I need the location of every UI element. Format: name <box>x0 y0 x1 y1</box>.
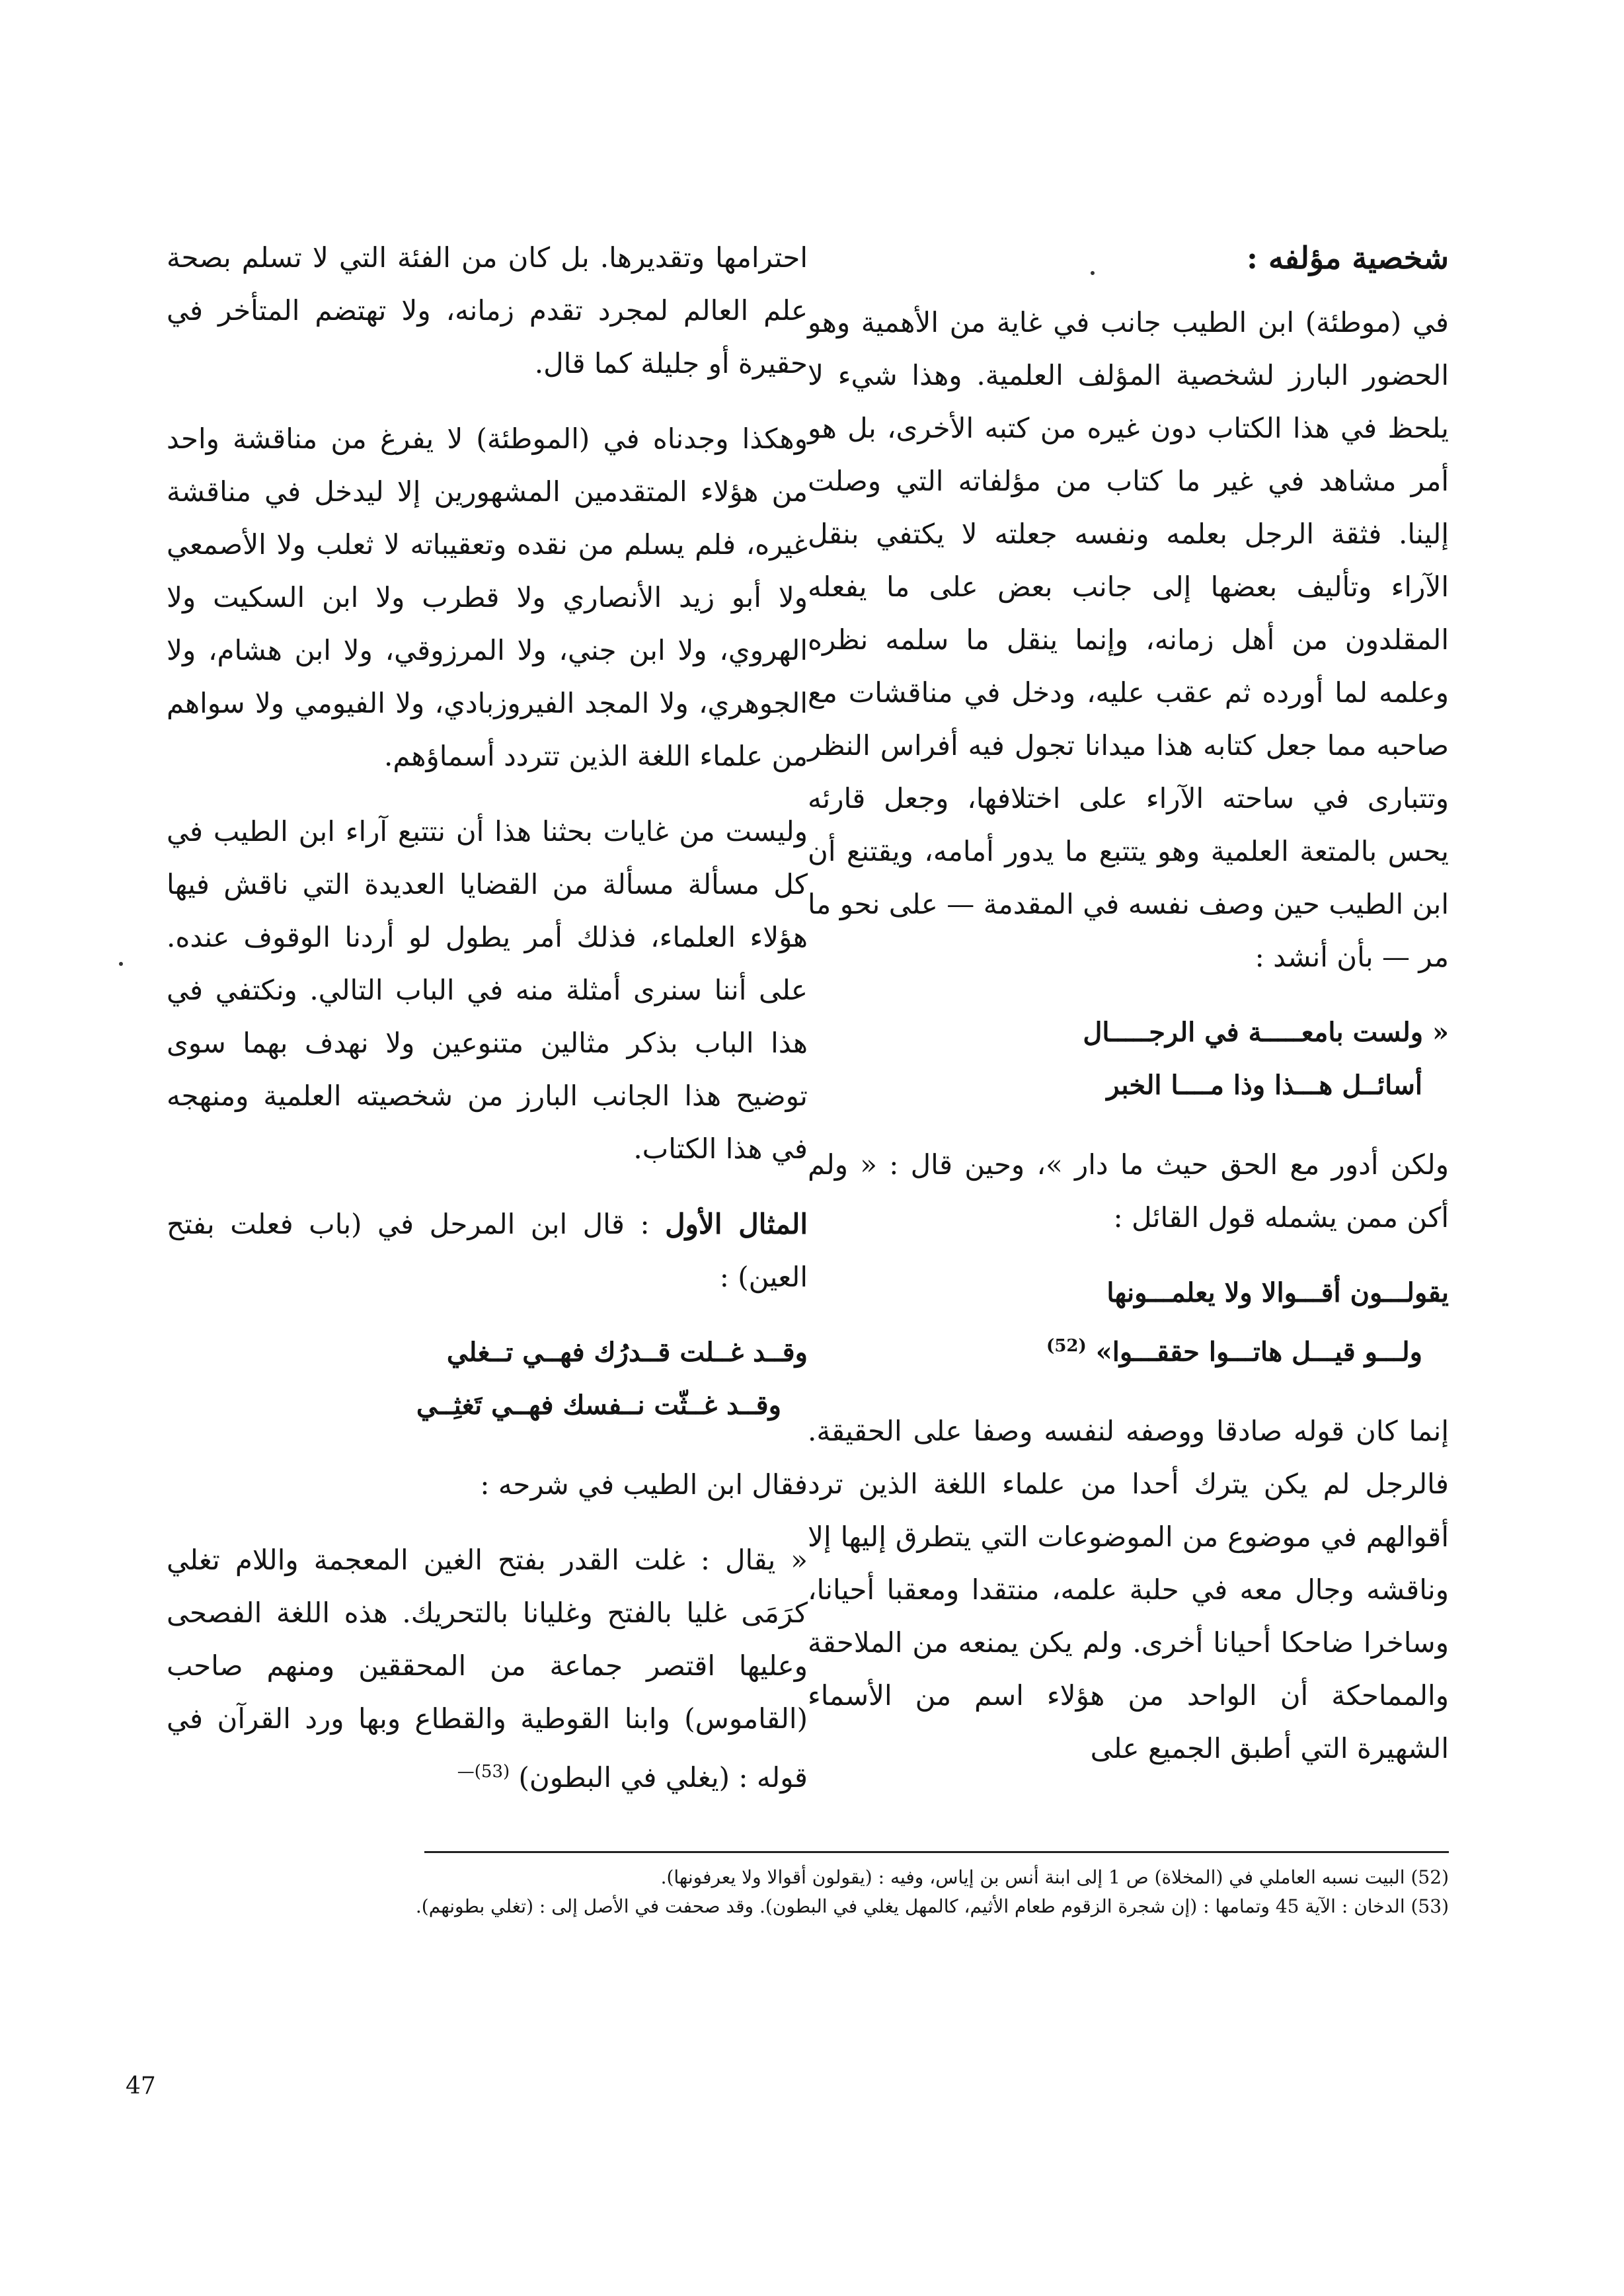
verse-line <box>808 1320 1449 1378</box>
footnote-ref: (53)— <box>457 1762 510 1782</box>
verse-line: وقــد غــلت قــدرُك فهــي تــغلي <box>446 1337 808 1368</box>
paragraph: وهكذا وجدناه في (الموطئة) لا يفرغ من مناقشة واحد من هؤلاء المتقدمين المشهورين إلا ليدخل في مناقشة غيره، فلم يسلم من نقده وتعقيباته لا ثعلب ولا الأصمعي ولا أبو زيد الأنصاري ولا قطرب ولا ابن السكيت ولا الهروي، ولا ابن جني، ولا المرزوقي، ولا ابن هشام، ولا الجوهري، ولا المجد الفيروزبادي، ولا الفيومي ولا سواهم من علماء اللغة الذين تتردد أسماؤهم. <box>167 422 808 772</box>
footnote-divider <box>424 1851 1449 1853</box>
example-label: المثال الأول <box>665 1208 808 1240</box>
verse-block <box>167 1326 808 1432</box>
scan-speck <box>119 962 123 966</box>
footnote: (52) البيت نسبه العاملي في (المخلاة) ص 1 إلى ابنة أنس بن إياس، وفيه : (يقولون أقوالا ولا يعرفونها). <box>660 1866 1449 1888</box>
paragraph: فقال ابن الطيب في شرحه : <box>480 1468 808 1501</box>
paragraph-text: « يقال : غلت القدر بفتح الغين المعجمة واللام تغلي كرَمَى غليا بالفتح وغليانا بالتحريك. هذه اللغة الفصحى وعليها اقتصر جماعة من المحققين ومنهم صاحب (القاموس) وابنا القوطية والقطاع وبها ورد القرآن في قوله : (يغلي في البطون) <box>167 1544 808 1794</box>
paragraph: ولكن أدور مع الحق حيث ما دار »، وحين قال : « ولم أكن ممن يشمله قول القائل : <box>808 1148 1449 1234</box>
verse-line: يقولـــون أقـــوالا ولا يعلمـــونها <box>1106 1277 1449 1308</box>
verse-block <box>808 1006 1449 1112</box>
footnote: (53) الدخان : الآية 45 وتمامها : (إن شجرة الزقوم طعام الأثيم، كالمهل يغلي في البطون). وقد صحفت في الأصل إلى : (تغلي بطونهم). <box>415 1895 1449 1917</box>
paragraph: إنما كان قوله صادقا ووصفه لنفسه وصفا على الحقيقة. فالرجل لم يكن يترك أحدا من علماء اللغة الذين ترد أقوالهم في موضوع من الموضوعات التي يتطرق إليها إلا وناقشه وجال معه في حلبة علمه، منتقدا ومعقبا أحيانا، وساخرا ضاحكا أحيانا أخرى. ولم يكن يمنعه من الملاحقة والمماحكة أن الواحد من هؤلاء اسم من الأسماء الشهيرة التي أطبق الجميع على <box>808 1415 1449 1765</box>
verse-block <box>808 1267 1449 1378</box>
scan-speck <box>1091 271 1095 275</box>
paragraph: وليست من غايات بحثنا هذا أن نتتبع آراء ابن الطيب في كل مسألة مسألة من القضايا العديدة التي ناقش فيها هؤلاء العلماء، فذلك أمر يطول لو أردنا الوقوف عنده. على أننا سنرى أمثلة منه في الباب التالي. ونكتفي في هذا الباب بذكر مثالين متنوعين ولا نهدف بهما سوى توضيح هذا الجانب البارز من شخصيته العلمية ومنهجه في هذا الكتاب. <box>167 815 808 1165</box>
verse-text: ولـــو قيـــل هاتـــوا حققـــوا» <box>1086 1336 1422 1368</box>
paragraph: احترامها وتقديرها. بل كان من الفئة التي لا تسلم بصحة علم العالم لمجرد تقدم زمانه، ولا تهتضم المتأخر في حقيرة أو جليلة كما قال. <box>167 241 808 379</box>
right-column <box>808 231 1449 1798</box>
footnote-ref: (52) <box>1046 1336 1087 1356</box>
example-text: : قال ابن المرحل في (باب فعلت بفتح العين) : <box>167 1208 808 1293</box>
footnotes <box>160 1863 1449 1921</box>
section-heading: شخصية مؤلفه : <box>1246 240 1449 276</box>
page-number: 47 <box>126 2073 156 2100</box>
paragraph: في (موطئة) ابن الطيب جانب في غاية من الأهمية وهو الحضور البارز لشخصية المؤلف العلمية. وهذا شيء لا يلحظ في هذا الكتاب دون غيره من كتبه الأخرى، بل هو أمر مشاهد في غير ما كتاب من مؤلفاته التي وصلت إلينا. فثقة الرجل بعلمه ونفسه جعلته لا يكتفي بنقل الآراء وتأليف بعضها إلى جانب بعض على ما يفعله المقلدون من أهل زمانه، وإنما ينقل ما سلمه نظره وعلمه لما أورده ثم عقب عليه، ودخل في مناقشات مع صاحبه مما جعل كتابه هذا ميدانا تجول فيه أفراس النظر وتتبارى في ساحته الآراء على اختلافها، وجعل قارئه يحس بالمتعة العلمية وهو يتتبع ما يدور أمامه، ويقتنع أن ابن الطيب حين وصف نفسه في المقدمة — على نحو ما مر — بأن أنشد : <box>808 306 1450 973</box>
left-column <box>167 231 808 1827</box>
paragraph <box>167 1534 808 1804</box>
example-paragraph <box>167 1198 808 1304</box>
verse-line: وقــد غــثّت نــفسك فهــي تَغثِــي <box>416 1390 781 1421</box>
verse-line: أسائــل هـــذا وذا مــــا الخبر <box>1106 1070 1422 1101</box>
verse-line: « ولست بامعـــــة في الرجـــــال <box>1083 1017 1449 1048</box>
